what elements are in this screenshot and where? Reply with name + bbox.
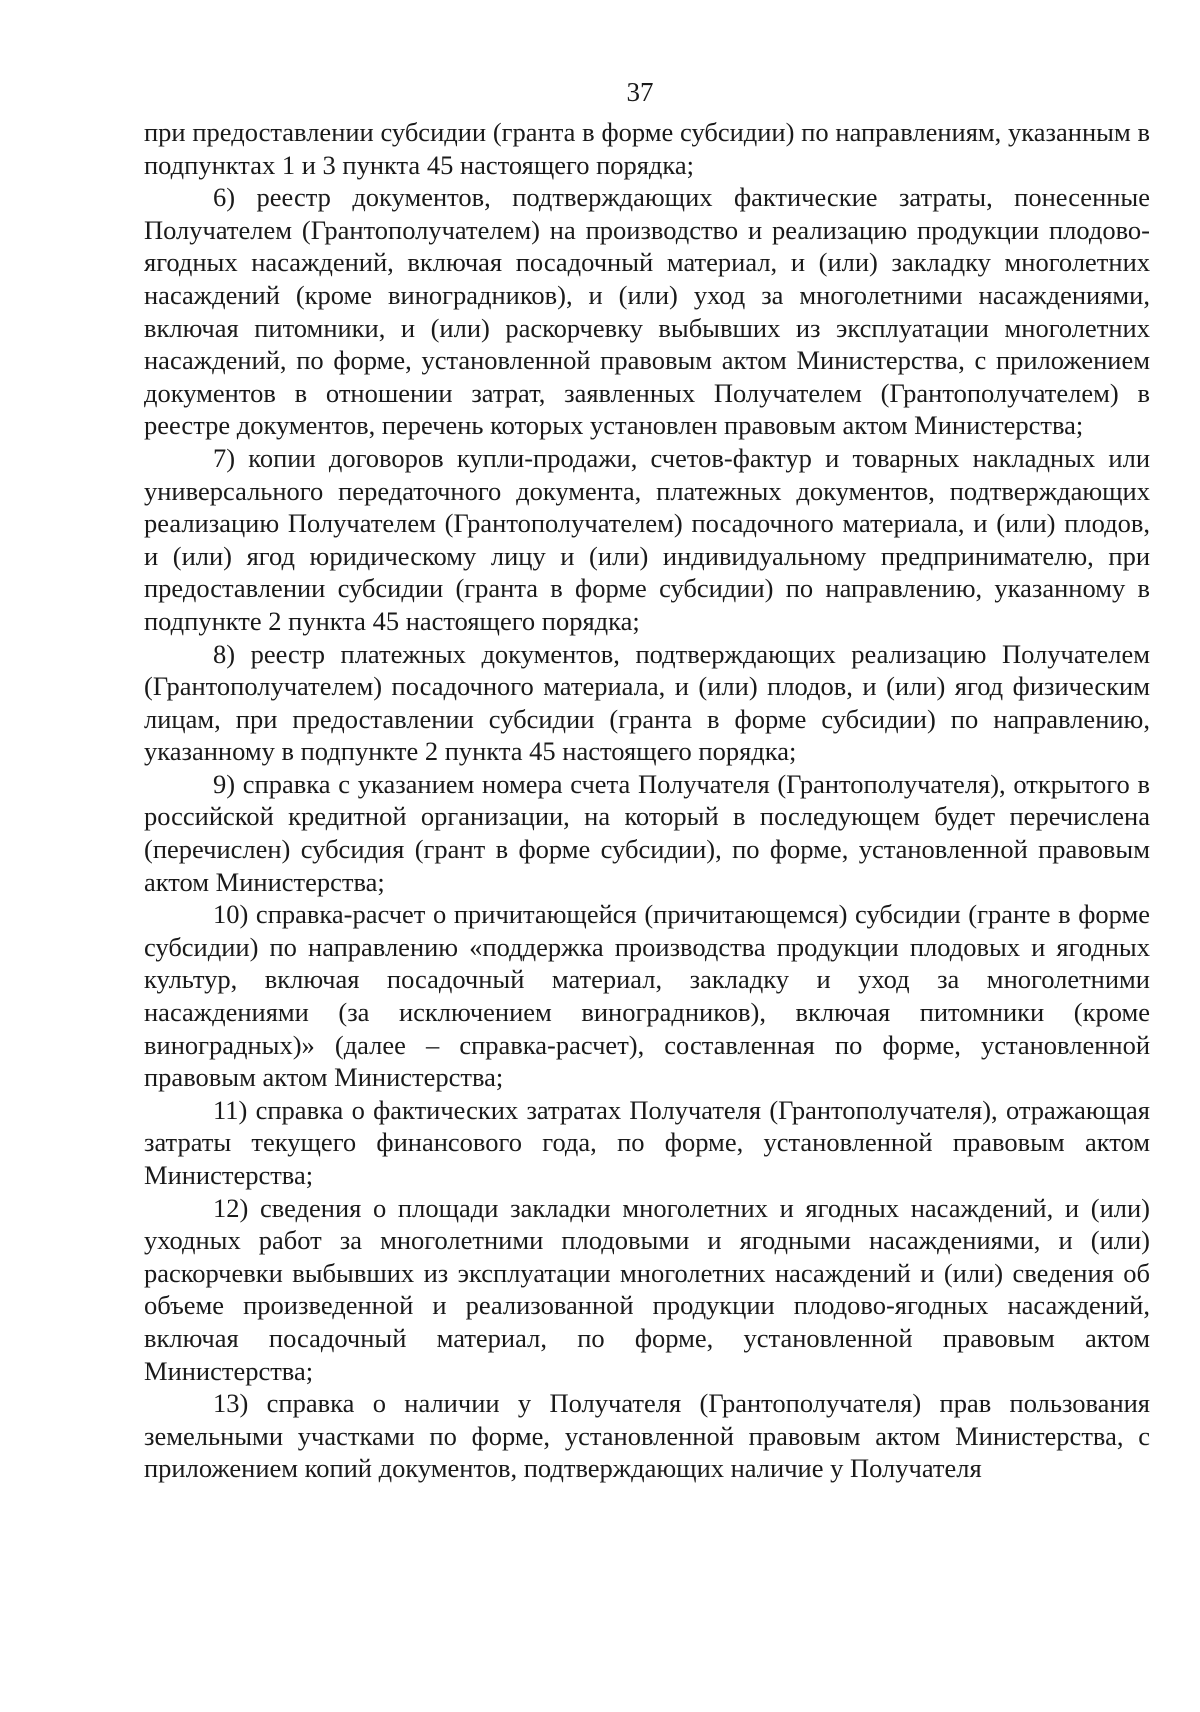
list-item-11: 11) справка о фактических затратах Получателя (Грантополучателя), отражающая затраты текущего финансового года, по форме, установленной правовым актом Министерства;	[144, 1094, 1150, 1190]
list-item-9: 9) справка с указанием номера счета Получателя (Грантополучателя), открытого в российской кредитной организации, на который в последующем будет перечислена (перечислен) субсидия (грант в форме субсидии), по форме, установленной правовым актом Министерства;	[144, 768, 1150, 897]
list-item-7: 7) копии договоров купли-продажи, счетов-фактур и товарных накладных или универсального передаточного документа, платежных документов, подтверждающих реализацию Получателем (Грантополучателем) посадочного материала, и (или) плодов, и (или) ягод юридическому лицу и (или) индивидуальному предпринимателю, при предоставлении субсидии (гранта в форме субсидии) по направлению, указанному в подпункте 2 пункта 45 настоящего порядка;	[144, 442, 1150, 636]
document-body	[144, 116, 1150, 1485]
list-item-13: 13) справка о наличии у Получателя (Грантополучателя) прав пользования земельными участками по форме, установленной правовым актом Министерства, с приложением копий документов, подтверждающих наличие у Получателя	[144, 1388, 1150, 1484]
paragraph-continuation: при предоставлении субсидии (гранта в форме субсидии) по направлениям, указанным в подпунктах 1 и 3 пункта 45 настоящего порядка;	[144, 117, 1150, 180]
list-item-6: 6) реестр документов, подтверждающих фактические затраты, понесенные Получателем (Грантополучателем) на производство и реализацию продукции плодово-ягодных насаждений, включая посадочный материал, и (или) закладку многолетних насаждений (кроме виноградников), и (или) уход за многолетними насаждениями, включая питомники, и (или) раскорчевку выбывших из эксплуатации многолетних насаждений, по форме, установленной правовым актом Министерства, с приложением документов в отношении затрат, заявленных Получателем (Грантополучателем) в реестре документов, перечень которых установлен правовым актом Министерства;	[144, 182, 1150, 441]
page-number: 37	[626, 77, 654, 107]
list-item-10: 10) справка-расчет о причитающейся (причитающемся) субсидии (гранте в форме субсидии) по направлению «поддержка производства продукции плодовых и ягодных культур, включая посадочный материал, закладку и уход за многолетними насаждениями (за исключением виноградников), включая питомники (кроме виноградных)» (далее – справка-расчет), составленная по форме, установленной правовым актом Министерства;	[144, 899, 1150, 1093]
list-item-8: 8) реестр платежных документов, подтверждающих реализацию Получателем (Грантополучателем) посадочного материала, и (или) плодов, и (или) ягод физическим лицам, при предоставлении субсидии (гранта в форме субсидии) по направлению, указанному в подпункте 2 пункта 45 настоящего порядка;	[144, 638, 1150, 767]
list-item-12: 12) сведения о площади закладки многолетних и ягодных насаждений, и (или) уходных работ за многолетними плодовыми и ягодными насаждениями, и (или) раскорчевки выбывших из эксплуатации многолетних насаждений и (или) сведения об объеме произведенной и реализованной продукции плодово-ягодных насаждений, включая посадочный материал, по форме, установленной правовым актом Министерства;	[144, 1192, 1150, 1386]
